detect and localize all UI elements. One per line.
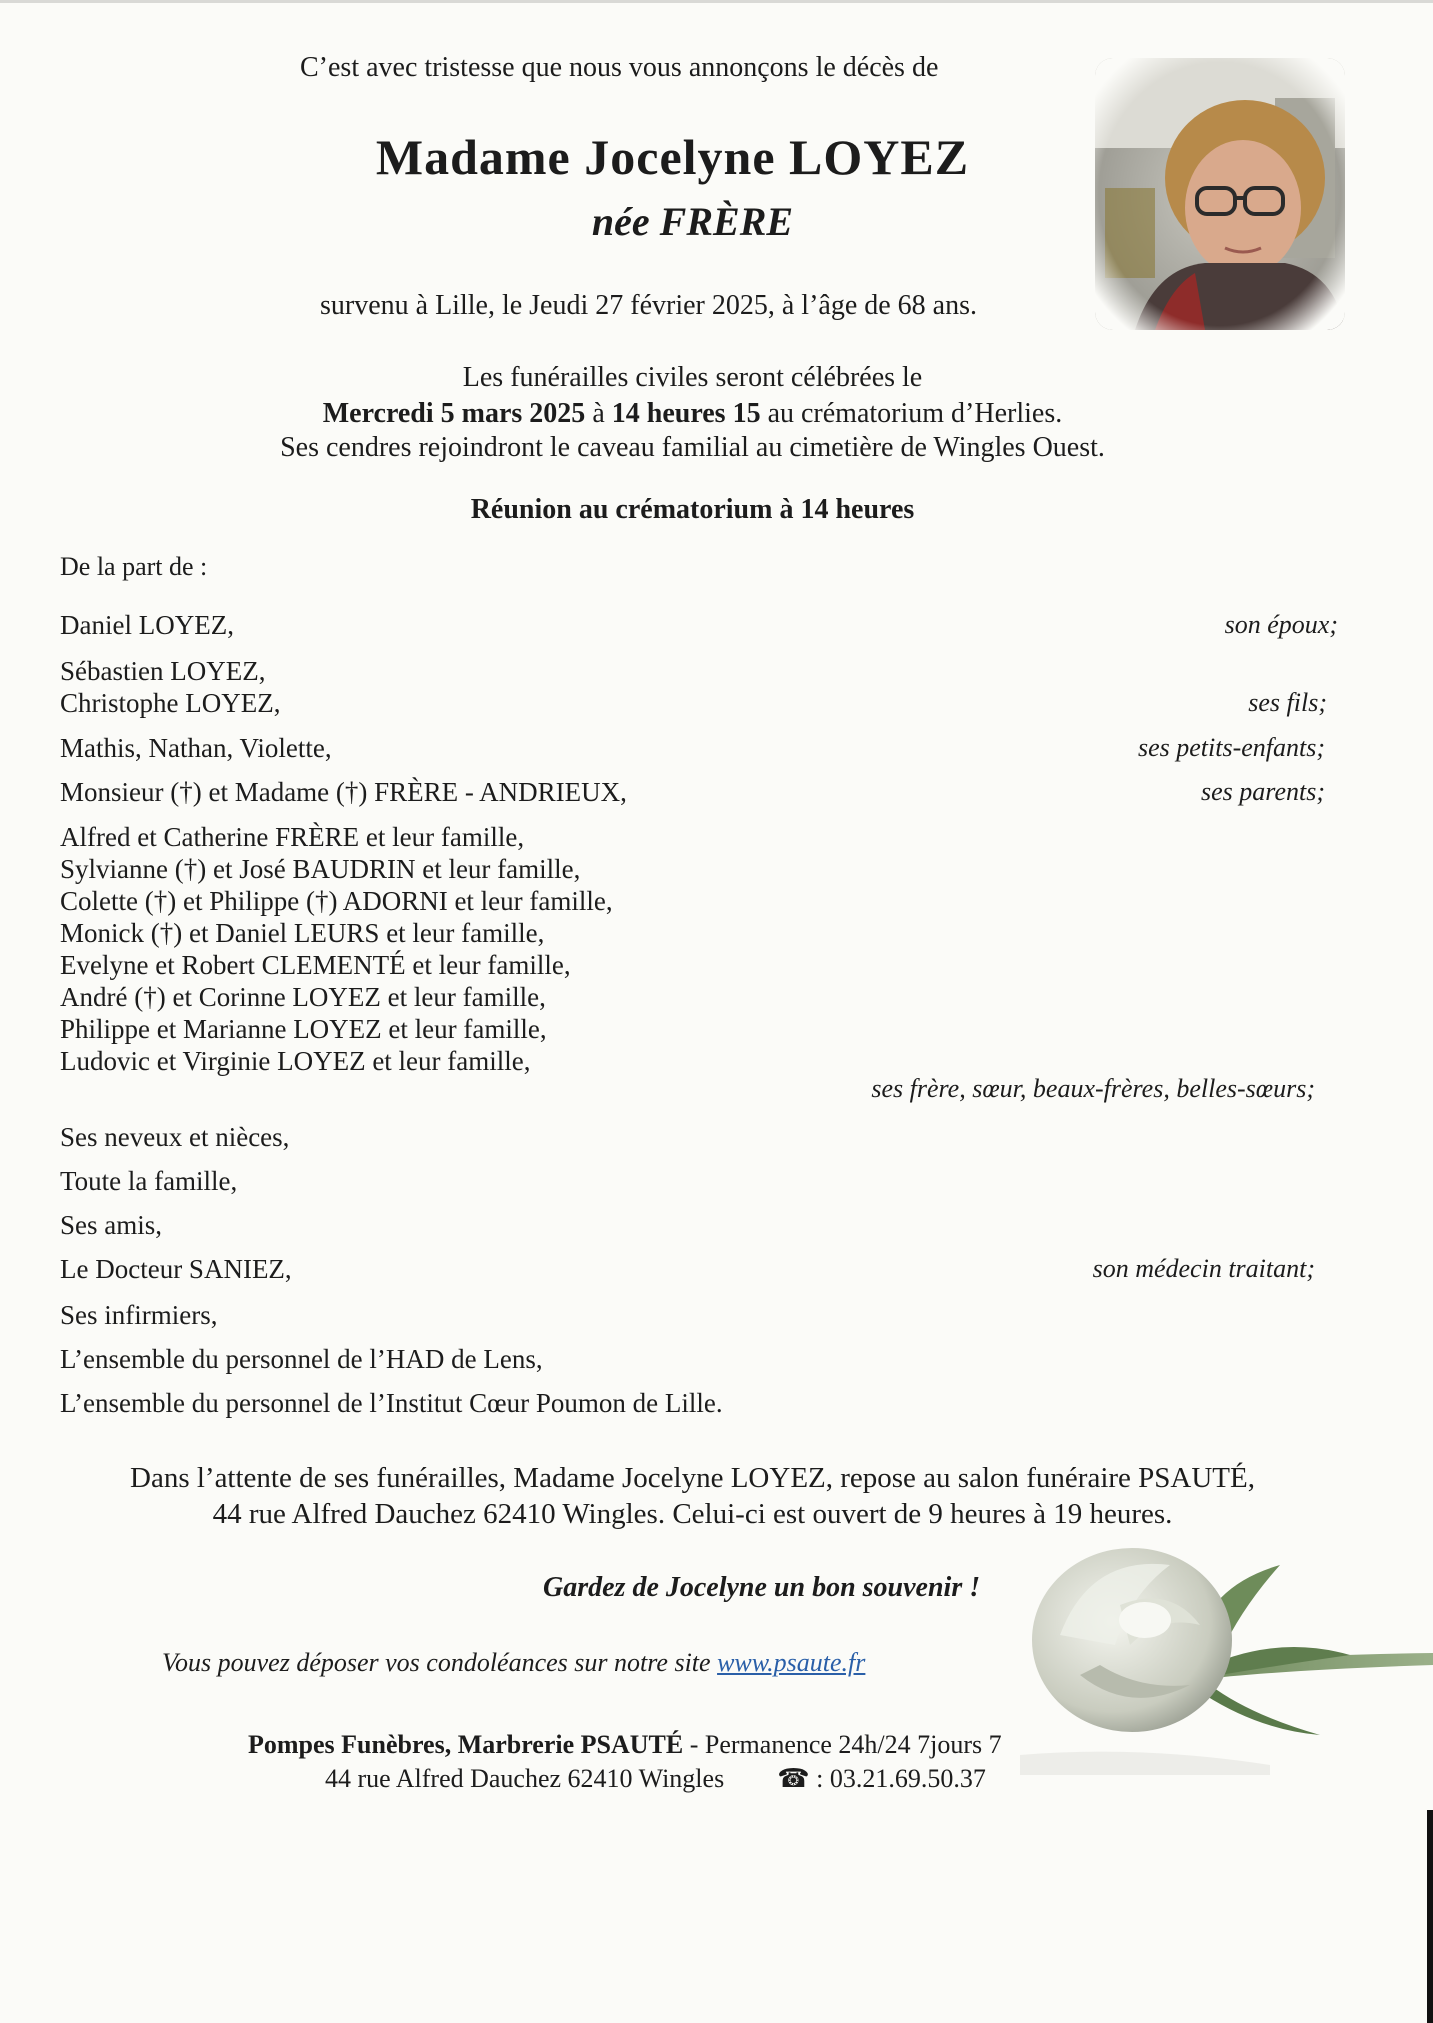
family-sibling: Alfred et Catherine FRÈRE et leur famille, xyxy=(60,822,525,852)
top-border xyxy=(0,0,1433,3)
relation-grandchildren: ses petits-enfants; xyxy=(1137,733,1325,762)
death-details: survenu à Lille, le Jeudi 27 février 2025, à l’âge de 68 ans. xyxy=(320,290,978,321)
maiden-name: née FRÈRE xyxy=(591,199,794,244)
on-behalf-of-label: De la part de : xyxy=(60,552,208,581)
family-friends: Ses amis, xyxy=(60,1210,163,1240)
relation-spouse: son époux; xyxy=(1224,610,1338,639)
family-institute-staff: L’ensemble du personnel de l’Institut Cœur Poumon de Lille. xyxy=(60,1388,723,1418)
family-sibling: Philippe et Marianne LOYEZ et leur famille, xyxy=(60,1014,547,1044)
family-sibling: Colette (†) et Philippe (†) ADORNI et leur famille, xyxy=(60,886,613,916)
viewing-line-2: 44 rue Alfred Dauchez 62410 Wingles. Celui-ci est ouvert de 9 heures à 19 heures. xyxy=(212,1498,1173,1530)
funeral-time: 14 heures 15 xyxy=(611,398,761,429)
company-permanence: - Permanence 24h/24 7jours 7 xyxy=(683,1730,1002,1759)
funeral-line-2-mid: à xyxy=(585,398,612,429)
company-address: 44 rue Alfred Dauchez 62410 Wingles xyxy=(325,1764,725,1793)
family-sibling: Sylvianne (†) et José BAUDRIN et leur famille, xyxy=(60,854,581,884)
family-nurses: Ses infirmiers, xyxy=(60,1300,218,1330)
company-phone: : 03.21.69.50.37 xyxy=(809,1764,986,1793)
family-sibling: André (†) et Corinne LOYEZ et leur famille, xyxy=(60,982,546,1012)
funeral-line-2 xyxy=(0,398,1385,430)
relation-doctor: son médecin traitant; xyxy=(1092,1254,1315,1283)
family-sibling: Evelyne et Robert CLEMENTÉ et leur famille, xyxy=(60,950,571,980)
viewing-line-1: Dans l’attente de ses funérailles, Madame Jocelyne LOYEZ, repose au salon funéraire PSAUTÉ, xyxy=(130,1462,1255,1494)
relation-parents: ses parents; xyxy=(1201,777,1325,806)
funeral-line-1: Les funérailles civiles seront célébrées le xyxy=(462,362,923,393)
family-parents: Monsieur (†) et Madame (†) FRÈRE - ANDRIEUX, xyxy=(60,777,627,807)
condolences-text: Vous pouvez déposer vos condoléances sur notre site xyxy=(162,1648,718,1677)
family-doctor: Le Docteur SANIEZ, xyxy=(60,1254,292,1284)
intro-text: C’est avec tristesse que nous vous annonçons le décès de xyxy=(300,52,939,83)
rose-drawing xyxy=(1020,1515,1433,1775)
footer-company-line xyxy=(248,1730,1002,1760)
funeral-date: Mercredi 5 mars 2025 xyxy=(322,398,586,429)
funeral-place: au crématorium d’Herlies. xyxy=(760,398,1063,429)
company-name: Pompes Funèbres, Marbrerie PSAUTÉ xyxy=(248,1730,684,1759)
portrait-image xyxy=(1095,58,1345,330)
family-spouse: Daniel LOYEZ, xyxy=(60,610,234,640)
family-nephews: Ses neveux et nièces, xyxy=(60,1122,290,1152)
website-link[interactable]: www.psaute.fr xyxy=(717,1648,866,1677)
condolences-line xyxy=(162,1648,865,1678)
family-all: Toute la famille, xyxy=(60,1166,238,1196)
family-grandchildren: Mathis, Nathan, Violette, xyxy=(60,733,332,763)
family-had-staff: L’ensemble du personnel de l’HAD de Lens, xyxy=(60,1344,543,1374)
relation-siblings: ses frère, sœur, beaux-frères, belles-sœurs; xyxy=(871,1074,1315,1103)
gathering-notice: Réunion au crématorium à 14 heures xyxy=(470,494,915,525)
deceased-name: Madame Jocelyne LOYEZ xyxy=(375,129,970,185)
footer-address-line xyxy=(325,1764,986,1794)
family-son-2: Christophe LOYEZ, xyxy=(60,688,281,718)
scan-edge xyxy=(1427,1810,1433,2023)
funeral-line-3: Ses cendres rejoindront le caveau familial au cimetière de Wingles Ouest. xyxy=(280,432,1105,463)
family-sibling: Monick (†) et Daniel LEURS et leur famille, xyxy=(60,918,545,948)
white-rose-image xyxy=(1020,1515,1433,1775)
phone-icon: ☎ xyxy=(777,1764,810,1793)
relation-sons: ses fils; xyxy=(1248,688,1327,717)
portrait-photo xyxy=(1095,58,1345,330)
family-sibling: Ludovic et Virginie LOYEZ et leur famille, xyxy=(60,1046,531,1076)
remembrance-message: Gardez de Jocelyne un bon souvenir ! xyxy=(543,1572,981,1603)
family-son-1: Sébastien LOYEZ, xyxy=(60,656,266,686)
